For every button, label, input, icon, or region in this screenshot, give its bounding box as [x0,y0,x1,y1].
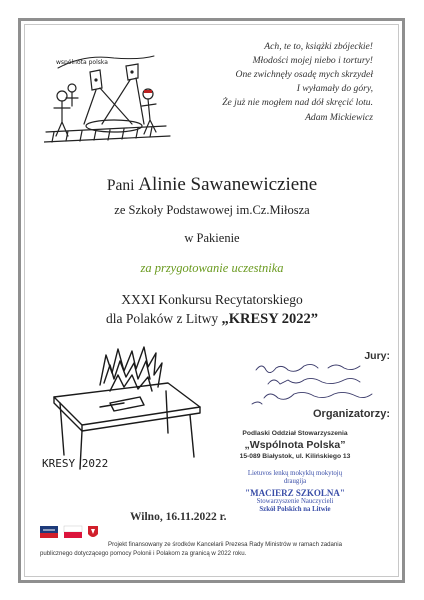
org1-line1: Podlaski Oddział Stowarzyszenia [242,430,348,437]
eagle-emblem-icon [88,526,98,537]
place-line: w Pakienie [184,231,240,245]
school-line: ze Szkoły Podstawowej im.Cz.Miłosza [114,203,310,217]
place-date: Wilno, 16.11.2022 r. [130,511,227,523]
top-drawing-label: wspólnota polska [56,59,108,66]
jury-signatures [248,360,388,408]
org1-address: 15-089 Białystok, ul. Kilińskiego 13 [239,453,351,460]
contest-name-bold: „KRESY 2022” [221,311,319,327]
recipient [30,174,394,196]
poem-line: One zwichnęły osadę mych skrzydeł [235,69,373,80]
stage-spotlight-drawing [44,44,174,148]
jury-label: Jury: [364,350,390,362]
poem-line: Ach, te to, książki zbójeckie! [264,41,373,52]
org2-line4: Stowarzyszenie Nauczycieli [256,498,334,505]
poem-line: I wyłamały do góry, [296,83,373,94]
contest-line-2-prefix: dla Polaków z Litwy [105,311,219,326]
award-reason: za przygotowanie uczestnika [140,261,284,275]
poem-author: Adam Mickiewicz [305,112,373,123]
burning-table-drawing [40,345,210,475]
recipient-name: Alinie Sawanewiczienе [138,174,318,195]
org2-line1: Lietuvos lenkų mokyklų mokytojų [247,470,343,477]
poem-line: Że już nie mogłem nad dół skręcić lotu. [222,97,373,108]
contest-line-1: XXXI Konkursu Recytatorskiego [121,292,303,307]
poem [175,40,373,110]
footer-line2: publicznego dotyczącego pomocy Polonii i Polakom za granicą w 2022 roku. [40,550,247,557]
org2-line5: Szkół Polskich na Litwie [259,506,331,513]
footer-line1: Projekt finansowany ze środków Kancelarii Prezesa Rady Ministrów w ramach zadania [108,541,343,548]
org2-name: "MACIERZ SZKOLNA" [245,488,345,498]
table-drawing-label: KRESY 2022 [42,457,109,470]
org1-name: „Wspólnota Polska” [244,439,346,451]
recipient-prefix: Pani [106,177,135,194]
sponsor-logos [40,524,100,540]
polish-flag-logo-icon [64,526,82,538]
poem-line: Młodości mojej niebo i tortury! [252,55,373,66]
org2-line2: draugija [283,478,307,485]
organizers-label: Organizatorzy: [312,408,390,420]
contest-line-2 [30,311,394,328]
chancellery-logo-icon [40,526,58,538]
